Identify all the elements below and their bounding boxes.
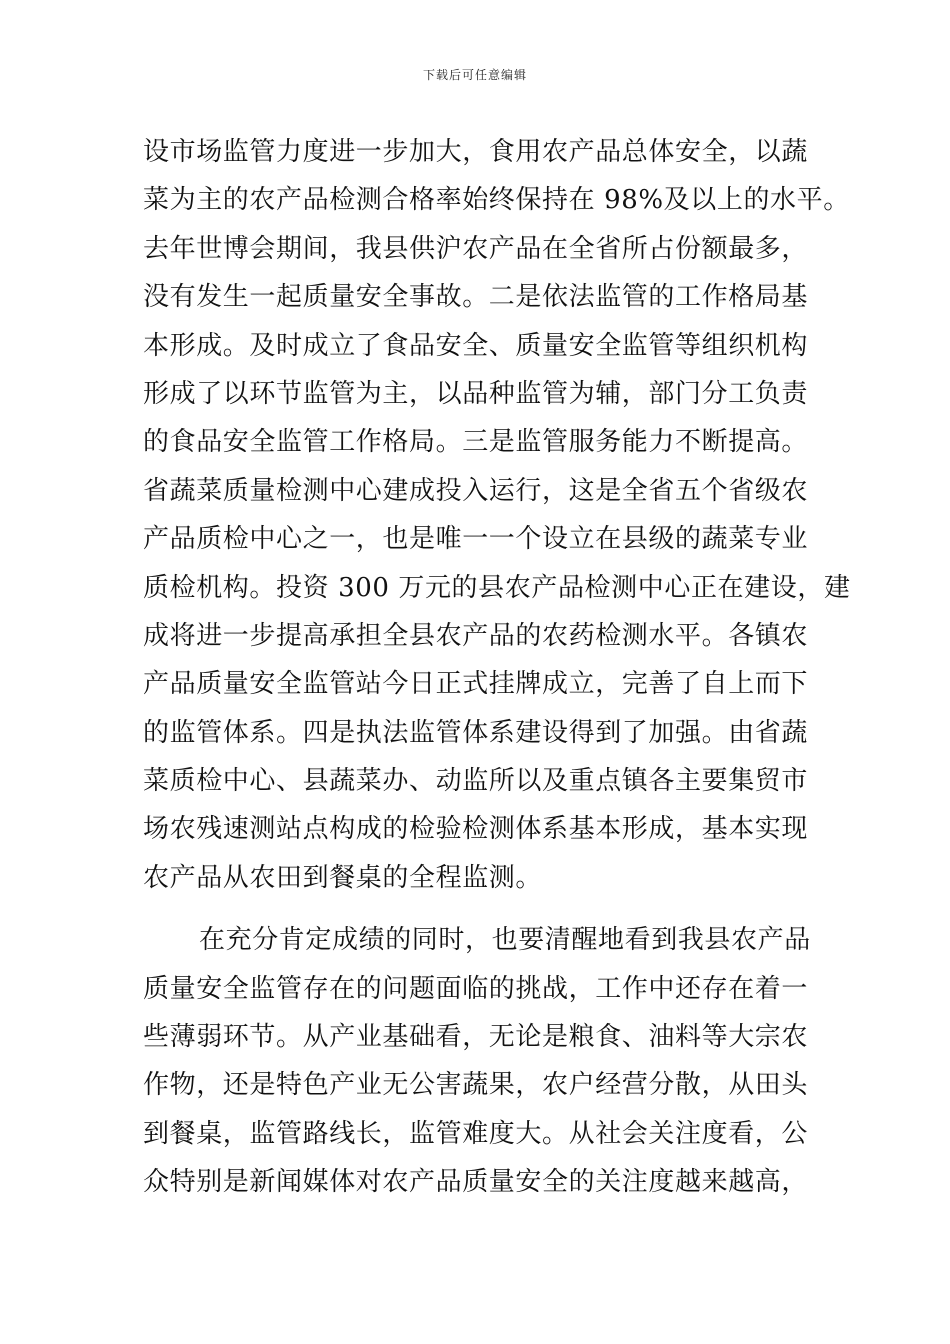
paragraph-2 (143, 916, 823, 1206)
text-line: 本形成。及时成立了食品安全、质量安全监管等组织机构 (143, 330, 809, 361)
text-line: 场农残速测站点构成的检验检测体系基本形成，基本实现 (143, 814, 809, 845)
text-line: 作物，还是特色产业无公害蔬果，农户经营分散，从田头 (143, 1070, 809, 1101)
text-line: 些薄弱环节。从产业基础看，无论是粮食、油料等大宗农 (143, 1022, 809, 1053)
page-header: 下载后可任意编辑 (422, 68, 527, 82)
text-line: 设市场监管力度进一步加大，食用农产品总体安全，以蔬 (143, 137, 809, 167)
text-line: 到餐桌，监管路线长，监管难度大。从社会关注度看，公 (143, 1118, 809, 1149)
paragraph-gap (143, 902, 823, 916)
text-line: 没有发生一起质量安全事故。二是依法监管的工作格局基 (143, 282, 809, 313)
text-line: 产品质量安全监管站今日正式挂牌成立，完善了自上而下 (143, 669, 809, 700)
text-line: 质检机构。投资 300 万元的县农产品检测中心正在建设，建 (143, 572, 851, 603)
text-line: 去年世博会期间，我县供沪农产品在全省所占份额最多， (143, 233, 809, 264)
paragraph-1 (143, 128, 851, 902)
text-line-first: 在充分肯定成绩的同时，也要清醒地看到我县农产品 (199, 925, 811, 956)
text-line: 形成了以环节监管为主，以品种监管为辅，部门分工负责 (143, 378, 809, 409)
text-line: 省蔬菜质量检测中心建成投入运行，这是全省五个省级农 (143, 475, 809, 506)
text-line: 农产品从农田到餐桌的全程监测。 (143, 862, 543, 893)
text-line: 的食品安全监管工作格局。三是监管服务能力不断提高。 (143, 427, 809, 458)
text-line: 菜为主的农产品检测合格率始终保持在 98%及以上的水平。 (143, 185, 850, 216)
text-line: 众特别是新闻媒体对农产品质量安全的关注度越来越高， (143, 1167, 809, 1198)
text-line: 质量安全监管存在的问题面临的挑战，工作中还存在着一 (143, 973, 809, 1004)
text-line: 菜质检中心、县蔬菜办、动监所以及重点镇各主要集贸市 (143, 766, 809, 797)
text-line: 的监管体系。四是执法监管体系建设得到了加强。由省蔬 (143, 717, 809, 748)
text-line: 产品质检中心之一，也是唯一一个设立在县级的蔬菜专业 (143, 524, 809, 555)
document-body (143, 128, 851, 1207)
text-line: 成将进一步提高承担全县农产品的农药检测水平。各镇农 (143, 620, 809, 651)
